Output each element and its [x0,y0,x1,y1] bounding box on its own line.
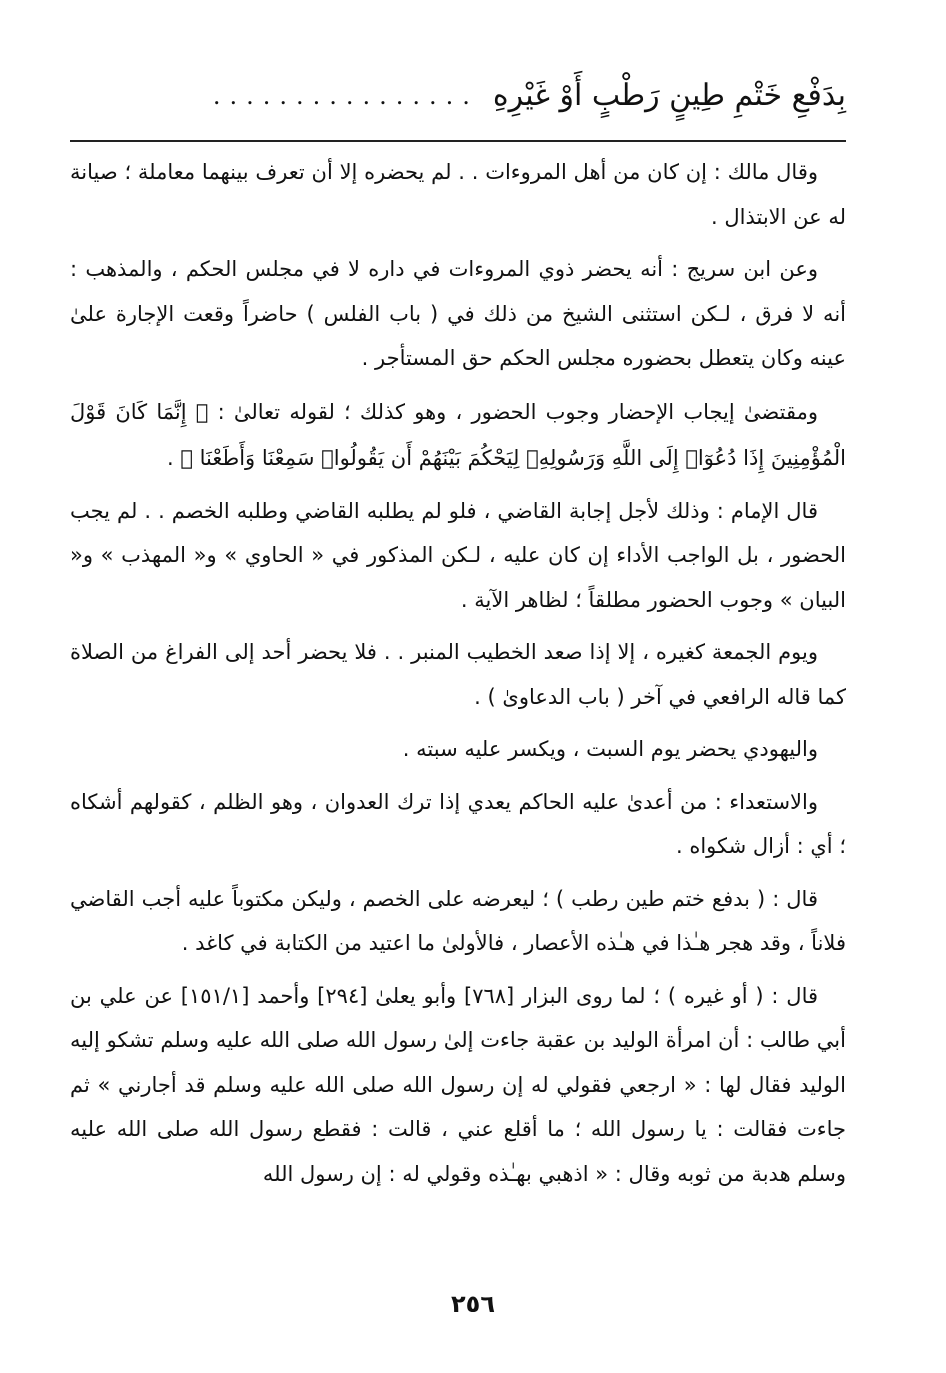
running-header-title: بِدَفْعِ خَتْمِ طِينٍ رَطْبٍ أَوْ غَيْرِهِ [492,78,846,113]
paragraph-ibn-surayj: وعن ابن سريج : أنه يحضر ذوي المروءات في داره لا في مجلس الحكم ، والمذهب : أنه لا فرق ، لـكن استثنى الشيخ من ذلك في ( باب الفلس ) حاضراً وقعت الإجارة علىٰ عينه وكان يتعطل بحضوره مجلس الحكم حق المستأجر . [70,257,846,370]
paragraph-quran-verse: ومقتضىٰ إيجاب الإحضار وجوب الحضور ، وهو كذلك ؛ لقوله تعالىٰ : ﴿ إِنَّمَا كَانَ قَوْلَ الْمُؤْمِنِينَ إِذَا دُعُوٓا۟ إِلَى اللَّهِ وَرَسُولِهِۦ لِيَحْكُمَ بَيْنَهُمْ أَن يَقُولُوا۟ سَمِعْنَا وَأَطَعْنَا ﴾ . [70,399,846,470]
paragraph-imam: قال الإمام : وذلك لأجل إجابة القاضي ، فلو لم يطلبه القاضي وطلبه الخصم . . لم يجب الحضور ، بل الواجب الأداء إن كان عليه ، لـكن المذكور في « الحاوي » و« المهذب » و« البيان » وجوب الحضور مطلقاً ؛ لظاهر الآية . [70,498,846,612]
paragraph-jewish-sabbath: واليهودي يحضر يوم السبت ، ويكسر عليه سبته . [402,737,818,761]
header-rule [70,140,846,142]
body-text [70,150,846,1204]
paragraph-friday: ويوم الجمعة كغيره ، إلا إذا صعد الخطيب المنبر . . فلا يحضر أحد إلى الفراغ من الصلاة كما قاله الرافعي في آخر ( باب الدعاوىٰ ) . [70,640,846,709]
paragraph-malik: وقال مالك : إن كان من أهل المروءات . . لم يحضره إلا أن تعرف بينهما معاملة ؛ صيانة له عن الابتذال . [70,160,846,229]
paragraph-clay-seal: قال : ( بدفع ختم طين رطب ) ؛ ليعرضه على الخصم ، وليكن مكتوباً عليه أجب القاضي فلاناً ، وقد هجر هـٰذا في هـٰذه الأعصار ، فالأولىٰ ما اعتيد من الكتابة في كاغد . [70,886,846,955]
running-header [70,62,846,118]
running-header-dot-leader: ................ [212,82,479,110]
paragraph-hadith: قال : ( أو غيره ) ؛ لما روى البزار [٧٦٨] وأبو يعلىٰ [٢٩٤] وأحمد [١٥١/١] عن علي بن أبي طالب : أن امرأة الوليد بن عقبة جاءت إلىٰ رسول الله صلى الله عليه وسلم تشكو إليه الوليد فقال لها : « ارجعي فقولي له إن رسول الله صلى الله عليه وسلم قد أجارني » ثم جاءت فقالت : يا رسول الله ؛ ما أقلع عني ، قالت : فقطع رسول الله صلى الله عليه وسلم هدبة من ثوبه وقال : « اذهبي بهـٰذه وقولي له : إن رسول الله [70,983,846,1186]
page-number: ٢٥٦ [451,1290,495,1318]
paragraph-istida: والاستعداء : من أعدىٰ عليه الحاكم يعدي إذا ترك العدوان ، وهو الظلم ، كقولهم أشكاه ؛ أي : أزال شكواه . [70,789,846,858]
